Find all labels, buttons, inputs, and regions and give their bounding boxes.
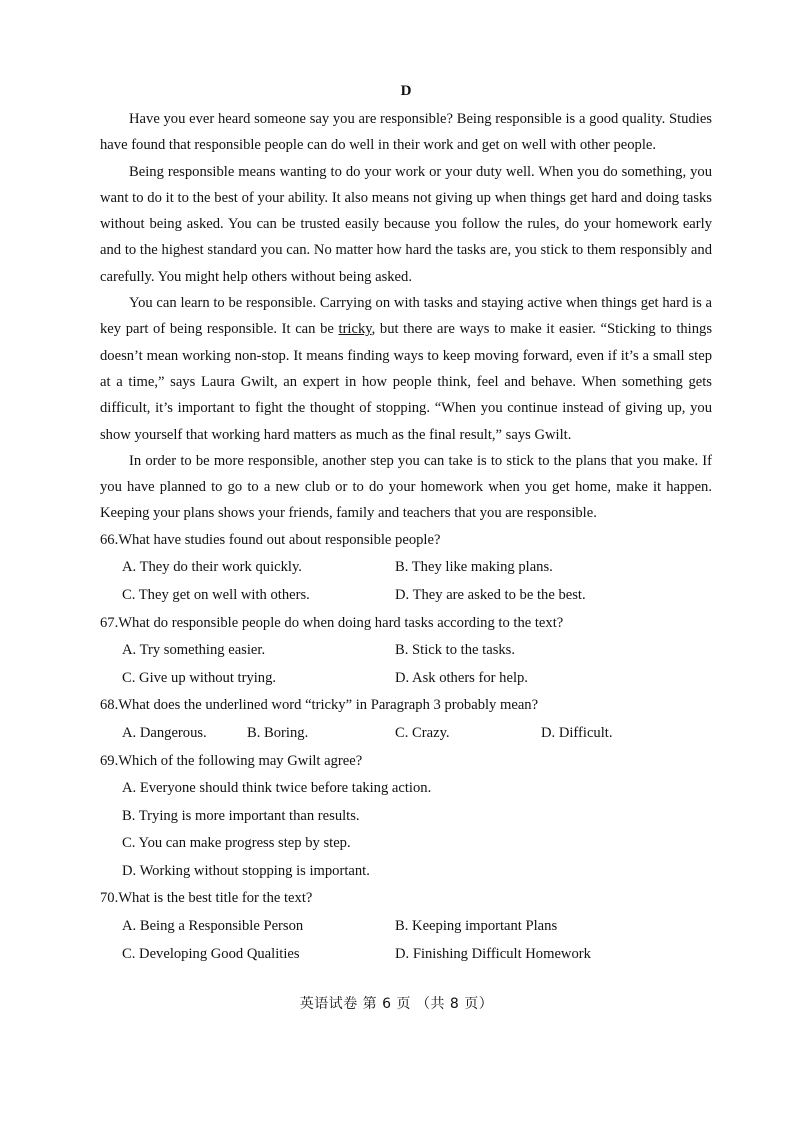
question-stem: 67.What do responsible people do when doing hard tasks according to the text? [100, 614, 564, 631]
question-67 [100, 610, 712, 693]
paragraph-3-text-after: , but there are ways to make it easier. “Sticking to things doesn’t mean working non-stop. It means finding ways to keep moving forward, even if it’s a small step at a time,” says Laura Gwilt, an expert in how people think, feel and behave. When something gets difficult, it’s important to fight the thought of stopping. “When you continue instead of giving up, you show yourself that working hard matters as much as the final result,” says Gwilt. [100, 321, 712, 443]
option-c: C. Give up without trying. [122, 669, 277, 686]
passage-paragraph-1: Have you ever heard someone say you are responsible? Being responsible is a good quality. Studies have found that responsible people can do well in their work and get on well with other people. [100, 111, 712, 154]
question-stem: 66.What have studies found out about responsible people? [100, 531, 441, 548]
question-stem: 70.What is the best title for the text? [100, 890, 313, 907]
option-c: C. You can make progress step by step. [122, 835, 351, 852]
option-c: C. Developing Good Qualities [122, 945, 300, 962]
option-a: A. Try something easier. [122, 642, 266, 659]
option-d: D. Working without stopping is important. [122, 862, 370, 879]
option-row [100, 582, 712, 610]
section-title: D [400, 83, 412, 99]
option-row [100, 554, 712, 582]
question-stem: 69.Which of the following may Gwilt agree? [100, 752, 363, 769]
question-69 [100, 748, 712, 886]
option-b: B. Keeping important Plans [395, 918, 558, 935]
question-66 [100, 527, 712, 610]
question-stem: 68.What does the underlined word “tricky” in Paragraph 3 probably mean? [100, 697, 539, 714]
question-68 [100, 692, 712, 747]
page-footer: 英语试卷 第 6 页 （共 8 页） [299, 996, 494, 1012]
underlined-word-tricky: tricky [338, 321, 372, 338]
option-c: C. Crazy. [395, 724, 450, 741]
option-a: A. They do their work quickly. [122, 559, 302, 576]
option-a: A. Everyone should think twice before taking action. [122, 780, 432, 797]
passage-paragraph-2: Being responsible means wanting to do your work or your duty well. When you do something, you want to do it to the best of your ability. It also means not giving up when things get hard and doing tasks without being asked. You can be trusted easily because you follow the rules, do your homework early and to the highest standard you can. No matter how hard the tasks are, you stick to them responsibly and carefully. You might help others without being asked. [100, 163, 712, 285]
option-d: D. They are asked to be the best. [395, 586, 586, 603]
exam-page [100, 78, 712, 968]
option-a: A. Dangerous. [122, 724, 207, 741]
option-b: B. Stick to the tasks. [395, 642, 515, 659]
option-c: C. They get on well with others. [122, 586, 310, 603]
option-b: B. Trying is more important than results. [122, 807, 360, 824]
option-row [100, 665, 712, 693]
passage-paragraph-3 [100, 290, 712, 448]
option-row [100, 720, 712, 748]
option-a: A. Being a Responsible Person [122, 918, 304, 935]
option-row [100, 913, 712, 941]
paragraph-3-text-before: You can learn to be responsible. Carrying on with tasks and staying active when things get hard is a key part of being responsible. It can be [100, 295, 712, 338]
option-b: B. Boring. [247, 724, 309, 741]
option-row [100, 637, 712, 665]
question-70 [100, 885, 712, 968]
option-d: D. Ask others for help. [395, 669, 528, 686]
passage-paragraph-4: In order to be more responsible, another step you can take is to stick to the plans that you make. If you have planned to go to a new club or to do your homework when you get home, make it happen. Keeping your plans shows your friends, family and teachers that you are responsible. [100, 452, 712, 522]
option-d: D. Difficult. [541, 724, 613, 741]
option-d: D. Finishing Difficult Homework [395, 945, 591, 962]
option-row [100, 941, 712, 969]
option-b: B. They like making plans. [395, 559, 553, 576]
